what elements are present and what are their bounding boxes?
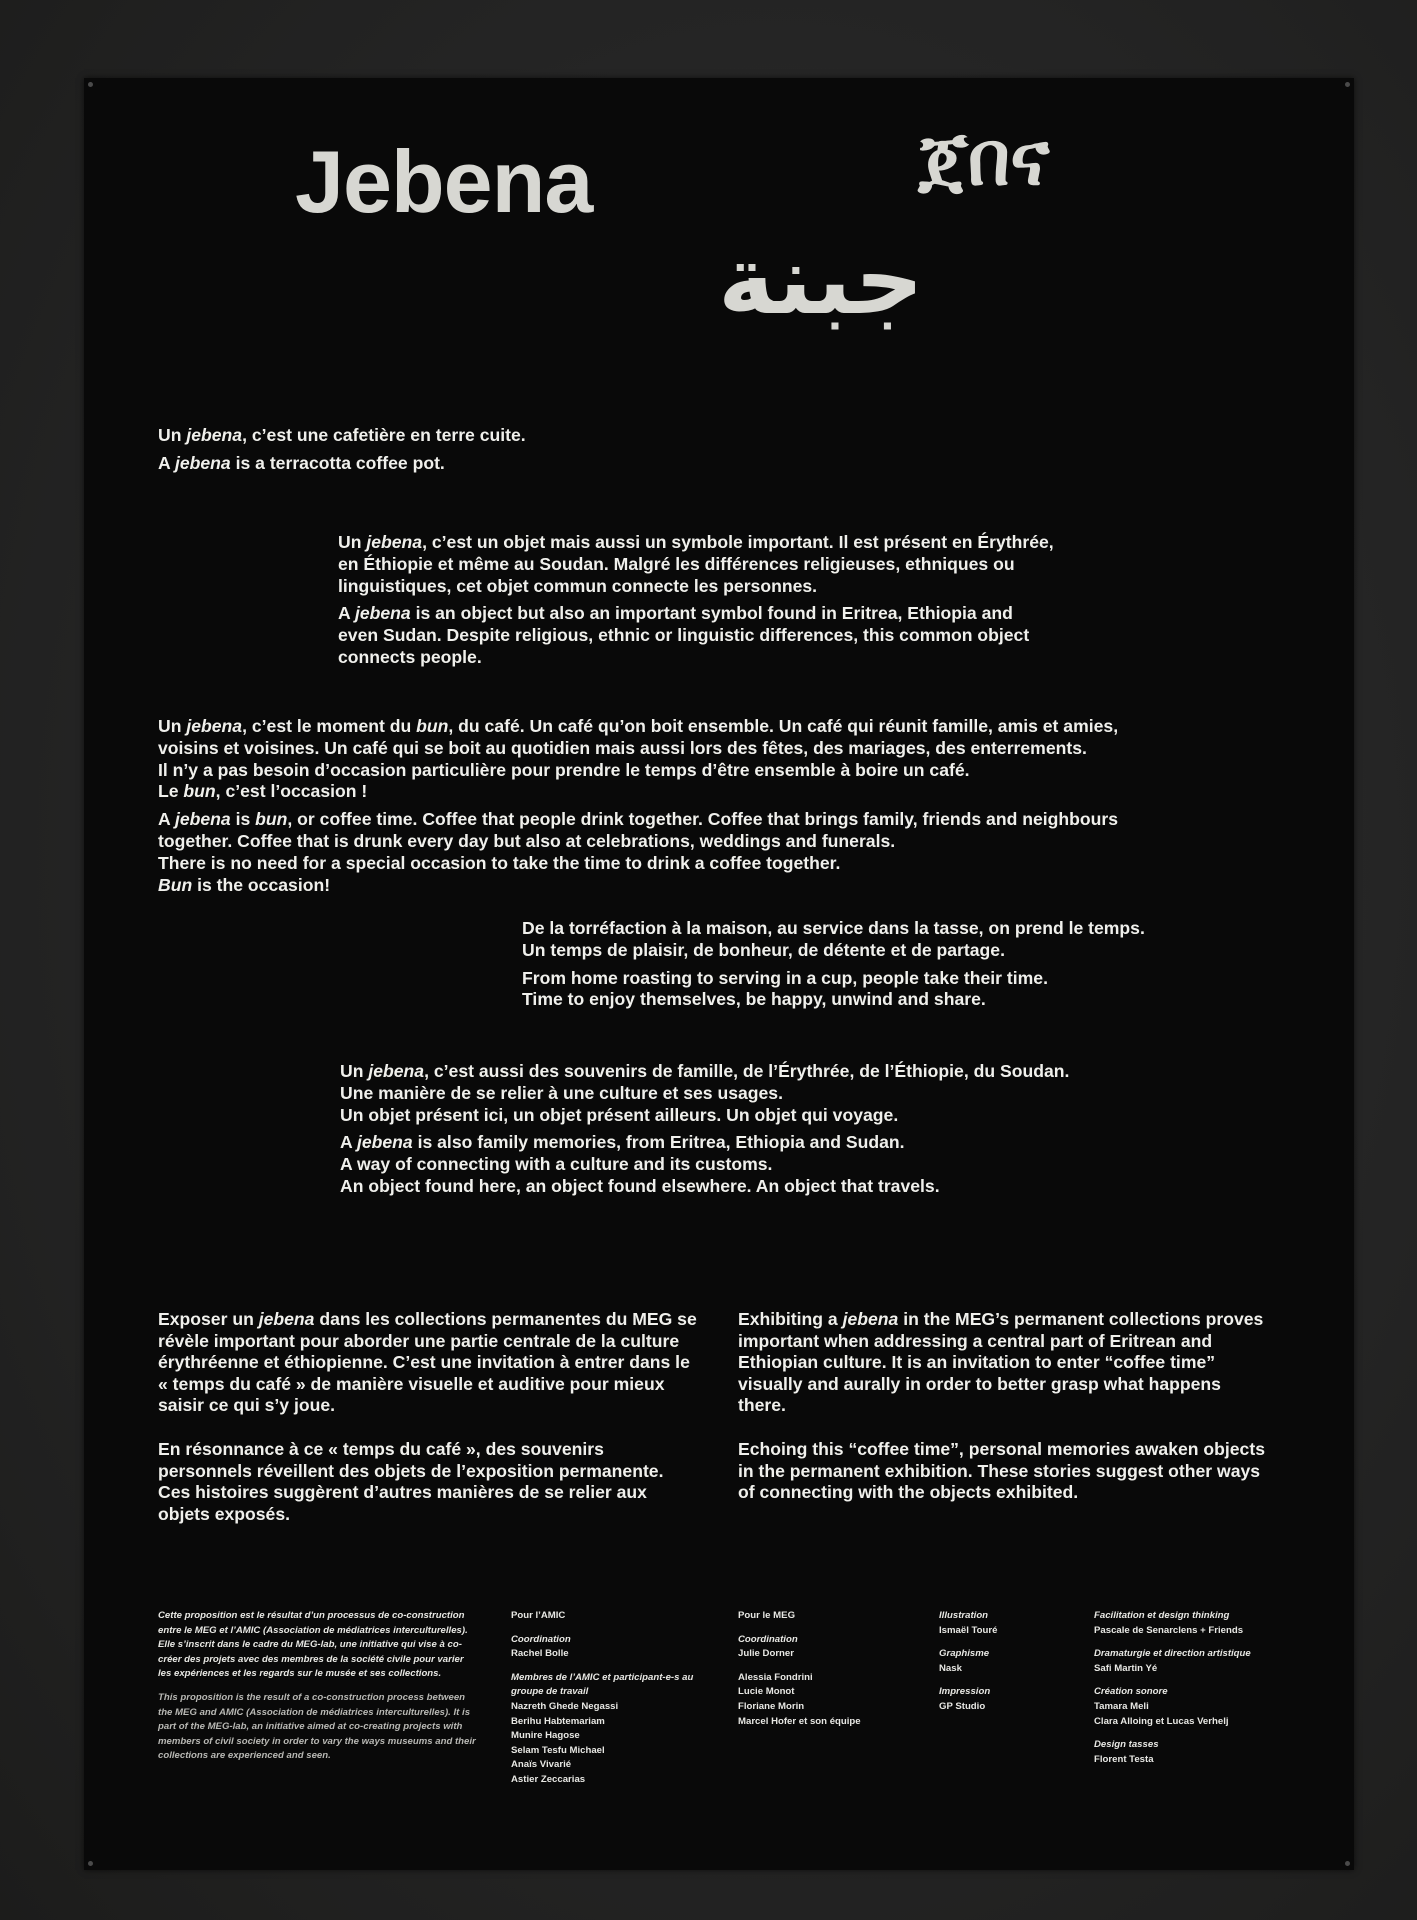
graphics-label: Graphisme	[939, 1648, 990, 1660]
symbol-text	[338, 532, 1054, 675]
credits-meg	[738, 1609, 918, 1729]
amic-member: Anaïs Vivarié	[511, 1759, 572, 1771]
amic-members-label: Membres de l’AMIC et participant-e-s au groupe de travail	[511, 1671, 694, 1698]
meg-coord: Floriane Morin	[738, 1700, 805, 1712]
memories-en: A jebena is also family memories, from Eritrea, Ethiopia and Sudan. A way of connecting with a culture and its customs. An object found here, an object found elsewhere. An object that travels.	[340, 1132, 940, 1196]
meg-coord: Marcel Hofer et son équipe	[738, 1715, 861, 1727]
roasting-fr: De la torréfaction à la maison, au service dans la tasse, on prend le temps. Un temps de plaisir, de bonheur, de détente et de partage.	[522, 918, 1145, 960]
illustration-label: Illustration	[939, 1610, 989, 1621]
amic-coord: Rachel Bolle	[511, 1648, 569, 1660]
roasting-text	[522, 918, 1145, 1017]
print-label: Impression	[939, 1686, 991, 1698]
symbol-fr: Un jebena, c’est un objet mais aussi un symbole important. Il est présent en Érythrée, en Éthiopie et même au Soudan. Malgré les différences religieuses, ethniques ou linguistiques, cet objet commun connecte les personnes.	[338, 532, 1054, 596]
print-credit: GP Studio	[939, 1700, 986, 1712]
amic-member: Nazreth Ghede Negassi	[511, 1700, 619, 1712]
title-ethiopic: ጀበና	[918, 116, 1050, 202]
credits-about	[158, 1609, 476, 1764]
meg-coord: Lucie Monot	[738, 1686, 795, 1698]
exhibit-en: Exhibiting a jebena in the MEG’s permanent collections proves important when addressing a central part of Eritrean and Ethiopian culture. It is an invitation to enter “coffee time” visually and aurally in order to better grasp what happens there.	[738, 1309, 1264, 1416]
meg-coord: Julie Dorner	[738, 1648, 794, 1660]
credits-artistic	[1094, 1609, 1294, 1767]
amic-member: Munire Hagose	[511, 1730, 580, 1742]
sound-credit: Clara Alloing et Lucas Verhelj	[1094, 1715, 1229, 1727]
memories-fr: Un jebena, c’est aussi des souvenirs de famille, de l’Érythrée, de l’Éthiopie, du Soudan. Une manière de se relier à une culture et ses usages. Un objet présent ici, un objet présent ailleurs. Un objet qui voyage.	[340, 1061, 1070, 1125]
roasting-en: From home roasting to serving in a cup, people take their time. Time to enjoy themselves, be happy, unwind and share.	[522, 967, 1048, 1010]
credits-design	[939, 1609, 1079, 1715]
column-english	[738, 1309, 1270, 1526]
bun-en: A jebena is bun, or coffee time. Coffee that people drink together. Coffee that brings family, friends and neighbours together. Coffee that is drunk every day but also at celebrations, weddings and funerals. There is no need for a special occasion to take the time to drink a coffee together. Bun is the occasion!	[158, 809, 1118, 895]
amic-member: Astier Zeccarias	[511, 1773, 586, 1785]
intro-en: A jebena is a terracotta coffee pot.	[158, 452, 445, 473]
about-en: This proposition is the result of a co-construction process between the MEG and AMIC (Association de médiatrices interculturelles). It is part of the MEG-lab, an initiative aimed at co-creating projects with members of civil society in order to vary the ways museums and their collections are experienced and seen.	[158, 1691, 476, 1762]
cups-credit: Florent Testa	[1094, 1753, 1154, 1765]
amic-heading: Pour l’AMIC	[511, 1610, 566, 1621]
credits-amic	[511, 1609, 711, 1788]
title-arabic: جبنة	[718, 224, 924, 336]
bun-fr: Un jebena, c’est le moment du bun, du café. Un café qu’on boit ensemble. Un café qui réunit famille, amis et amies, voisins et voisines. Un café qui se boit au quotidien mais aussi lors des fêtes, des mariages, des enterrements. Il n’y a pas besoin d’occasion particulière pour prendre le temps d’être ensemble à boire un café. Le bun, c’est l’occasion !	[158, 716, 1119, 802]
memories-text	[340, 1061, 1069, 1204]
panel-screw	[1345, 82, 1350, 87]
amic-coord-label: Coordination	[511, 1633, 571, 1645]
symbol-en: A jebena is an object but also an important symbol found in Eritrea, Ethiopia and even Sudan. Despite religious, ethnic or linguistic differences, this common object connects people.	[338, 603, 1030, 667]
intro-text	[158, 425, 526, 481]
meg-coord: Alessia Fondrini	[738, 1671, 813, 1683]
graphics-credit: Nask	[939, 1662, 962, 1674]
meg-heading: Pour le MEG	[738, 1610, 796, 1621]
echo-fr: En résonnance à ce « temps du café », des souvenirs personnels réveillent des objets de l’exposition permanente. Ces histoires suggèrent d’autres manières de se relier aux objets exposés.	[158, 1438, 664, 1524]
cups-label: Design tasses	[1094, 1739, 1159, 1751]
panel-screw	[88, 82, 93, 87]
dramaturgy-credit: Safi Martin Yé	[1094, 1662, 1158, 1674]
sound-credit: Tamara Meli	[1094, 1700, 1149, 1712]
meg-coord-label: Coordination	[738, 1633, 798, 1645]
bun-text	[158, 716, 1118, 902]
intro-fr: Un jebena, c’est une cafetière en terre cuite.	[158, 425, 526, 445]
column-french	[158, 1309, 698, 1547]
facilitation-credit: Pascale de Senarclens + Friends	[1094, 1624, 1244, 1636]
facilitation-label: Facilitation et design thinking	[1094, 1610, 1230, 1621]
amic-member: Berihu Habtemariam	[511, 1715, 605, 1727]
illustration-credit: Ismaël Touré	[939, 1624, 998, 1636]
title-latin: Jebena	[295, 132, 593, 231]
sound-label: Création sonore	[1094, 1686, 1168, 1698]
panel-screw	[88, 1861, 93, 1866]
exhibit-fr: Exposer un jebena dans les collections permanentes du MEG se révèle important pour aborder une partie centrale de la culture érythréenne et éthiopienne. C’est une invitation à entrer dans le « temps du café » de manière visuelle et auditive pour mieux saisir ce qui s’y joue.	[158, 1309, 697, 1416]
dramaturgy-label: Dramaturgie et direction artistique	[1094, 1648, 1251, 1660]
amic-member: Selam Tesfu Michael	[511, 1744, 605, 1756]
echo-en: Echoing this “coffee time”, personal memories awaken objects in the permanent exhibition. These stories suggest other ways of connecting with the objects exhibited.	[738, 1438, 1265, 1503]
about-fr: Cette proposition est le résultat d’un processus de co-construction entre le MEG et l’AMIC (Association de médiatrices interculturelles). Elle s’inscrit dans le cadre du MEG-lab, une initiative qui vise à co-créer des projets avec des membres de la société civile pour varier les expériences et les regards sur le musée et ses collections.	[158, 1610, 468, 1680]
panel-screw	[1345, 1861, 1350, 1866]
